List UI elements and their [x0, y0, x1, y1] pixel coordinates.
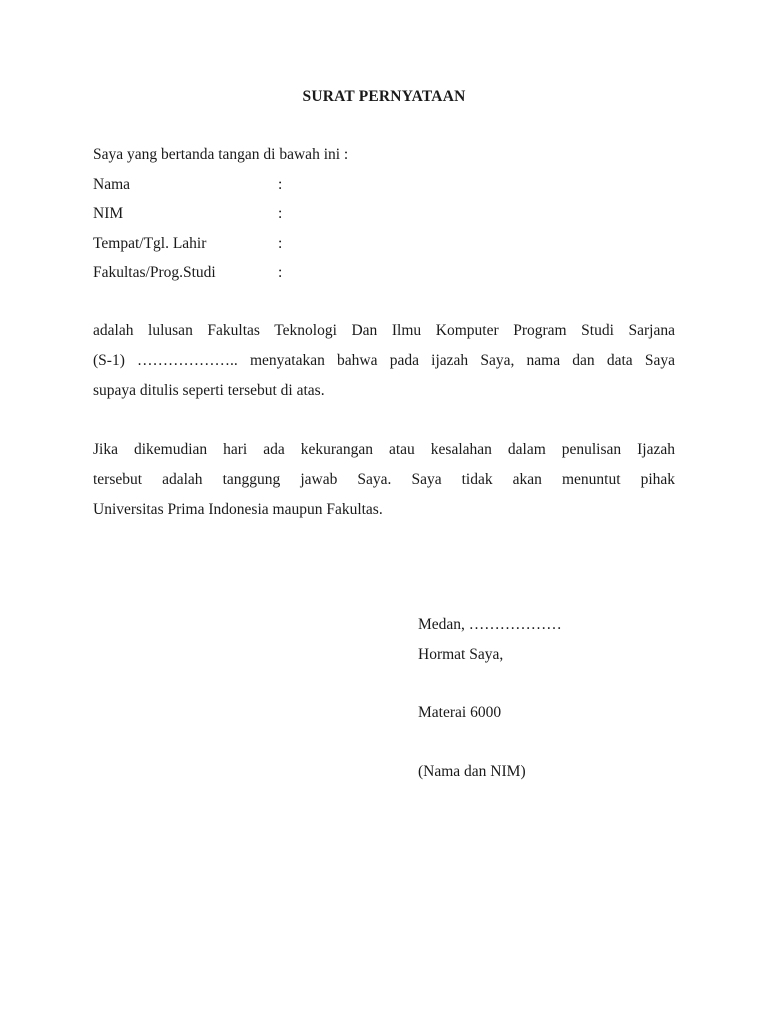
field-colon: : [278, 176, 283, 193]
paragraph-responsibility-statement [93, 435, 675, 525]
paragraph-line: Jika dikemudian hari ada kekurangan atau kesalahan dalam penulisan Ijazah [93, 441, 675, 458]
signature-closing: Hormat Saya, [418, 646, 504, 663]
paragraph-graduate-statement [93, 316, 675, 406]
signature-place-date: Medan, ……………… [418, 616, 562, 633]
signature-stamp-label: Materai 6000 [418, 704, 502, 721]
field-colon: : [278, 264, 283, 281]
paragraph-line: (S-1) ……………….. menyatakan bahwa pada ijazah Saya, nama dan data Saya [93, 352, 675, 369]
field-label: Nama [93, 176, 131, 193]
paragraph-line: adalah lulusan Fakultas Teknologi Dan Ilmu Komputer Program Studi Sarjana [93, 322, 675, 339]
paragraph-line: Universitas Prima Indonesia maupun Fakultas. [93, 501, 383, 518]
field-colon: : [278, 235, 283, 252]
field-label: Tempat/Tgl. Lahir [93, 235, 207, 252]
field-label: Fakultas/Prog.Studi [93, 264, 216, 281]
paragraph-line: tersebut adalah tanggung jawab Saya. Saya tidak akan menuntut pihak [93, 471, 675, 488]
document-title: SURAT PERNYATAAN [302, 88, 466, 105]
signature-name-nim: (Nama dan NIM) [418, 763, 526, 780]
field-label: NIM [93, 205, 124, 222]
field-colon: : [278, 205, 283, 222]
paragraph-line: supaya ditulis seperti tersebut di atas. [93, 382, 325, 399]
intro-text: Saya yang bertanda tangan di bawah ini : [93, 146, 349, 163]
